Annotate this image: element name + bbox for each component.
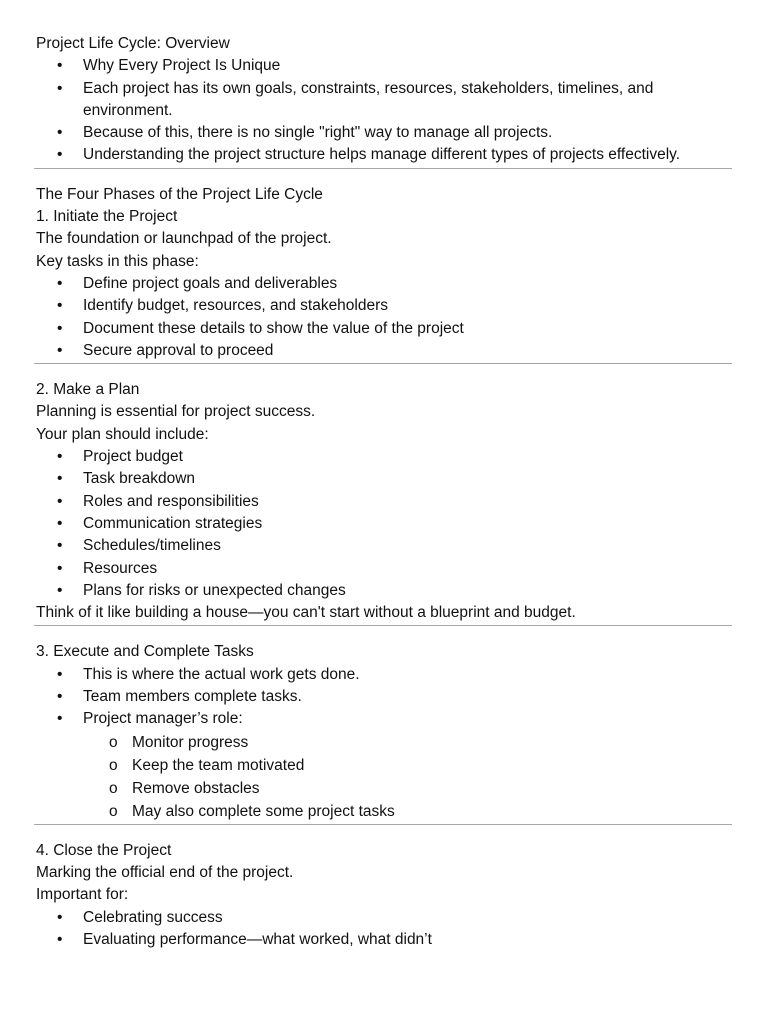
phase4-intro: Important for: [36,886,129,904]
phase2-bullet: • Communication strategies [36,513,732,535]
phase2-title: 2. Make a Plan [36,381,140,399]
phase2-bullet-list [36,446,732,602]
phase4-bullet-list [36,907,732,952]
phase1-bullet-list [36,273,732,362]
phase3-bullet: • Project manager’s role: [36,708,732,730]
phase2-bullet: • Roles and responsibilities [36,491,732,513]
overview-bullet: • Why Every Project Is Unique [36,55,732,77]
phase4-title: 4. Close the Project [36,841,172,859]
phase1-bullet: • Secure approval to proceed [36,340,732,362]
overview-bullet-list [36,55,732,166]
phase3-bullet-list [36,664,732,731]
phase3-sub-bullet: o Remove obstacles [36,777,732,800]
overview-section [36,33,732,167]
overview-title: Project Life Cycle: Overview [36,35,230,52]
phase4-section [36,840,732,951]
phase1-description: The foundation or launchpad of the project. [36,230,332,248]
phase2-bullet: • Plans for risks or unexpected changes [36,580,732,602]
phase3-title: 3. Execute and Complete Tasks [36,643,254,661]
phase1-intro: Key tasks in this phase: [36,252,199,270]
phase1-title: 1. Initiate the Project [36,208,178,226]
phase3-bullet: • Team members complete tasks. [36,686,732,708]
phase3-sub-bullet: o Monitor progress [36,731,732,754]
phase2-section [36,379,732,624]
overview-bullet: • Because of this, there is no single "right" way to manage all projects. [36,122,732,144]
phase1-section [36,184,732,362]
phase2-description: Planning is essential for project success. [36,403,316,421]
phase1-bullet: • Identify budget, resources, and stakeholders [36,295,732,317]
phase4-bullet: • Celebrating success [36,907,732,929]
overview-bullet: • Each project has its own goals, constraints, resources, stakeholders, timelines, and environment. [36,78,732,123]
phase1-bullet: • Document these details to show the value of the project [36,318,732,340]
phase4-bullet: • Evaluating performance—what worked, what didn’t [36,929,732,951]
phase1-bullet: • Define project goals and deliverables [36,273,732,295]
phase3-bullet: • This is where the actual work gets done. [36,664,732,686]
phase2-bullet: • Task breakdown [36,468,732,490]
phase2-intro: Your plan should include: [36,425,209,443]
phase3-sub-bullet-list [36,731,732,823]
phase3-sub-bullet: o May also complete some project tasks [36,800,732,823]
document-body [36,33,732,951]
phase4-description: Marking the official end of the project. [36,863,294,881]
phase2-closing: Think of it like building a house—you can't start without a blueprint and budget. [36,604,576,622]
phase3-section [36,641,732,822]
phase2-bullet: • Resources [36,558,732,580]
phase3-sub-bullet: o Keep the team motivated [36,754,732,777]
overview-bullet: • Understanding the project structure helps manage different types of projects effectively. [36,144,732,166]
phase2-bullet: • Schedules/timelines [36,535,732,557]
phases-heading: The Four Phases of the Project Life Cycle [36,185,323,203]
phase2-bullet: • Project budget [36,446,732,468]
